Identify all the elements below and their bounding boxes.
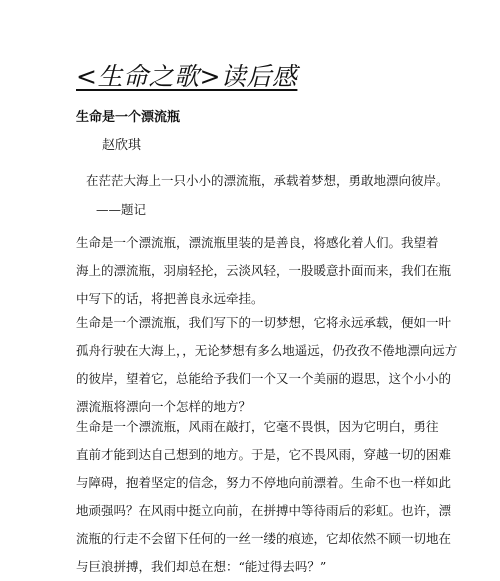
paragraph-2 xyxy=(76,309,458,421)
paragraph-line: 与巨浪拼搏，我们却总在想：“能过得去吗？” xyxy=(76,559,327,574)
author-name: 赵欣琪 xyxy=(102,138,142,153)
paragraph-line: 孤舟行驶在大海上，，无论梦想有多么地遥远，仍孜孜不倦地漂向远方 xyxy=(76,343,458,358)
paragraph-line: 生命是一个漂流瓶，漂流瓶里装的是善良，将感化着人们。我望着 xyxy=(76,235,439,250)
paragraph-line: 生命是一个漂流瓶，风雨在敲打，它毫不畏惧，因为它明白，勇往 xyxy=(76,419,439,434)
paragraph-3 xyxy=(76,413,452,581)
paragraph-line: 流瓶的行走不会留下任何的一丝一缕的痕迹，它却依然不顾一切地在 xyxy=(76,531,452,546)
paragraph-line: 海上的漂流瓶，羽扇轻抡，云淡风轻，一股暖意扑面而来，我们在瓶 xyxy=(76,263,452,278)
paragraph-1 xyxy=(76,229,452,313)
paragraph-line: 地顽强吗？在风雨中挺立向前，在拼搏中等待雨后的彩虹。也许，漂 xyxy=(76,503,452,518)
paragraph-line: 与障碍，抱着坚定的信念，努力不停地向前漂着。生命不也一样如此 xyxy=(76,475,452,490)
essay-subtitle: 生命是一个漂流瓶 xyxy=(76,110,181,125)
document-title: <生命之歌>读后感 xyxy=(76,62,298,91)
epigraph-source: ——题记 xyxy=(96,202,147,217)
paragraph-line: 漂流瓶将漂向一个怎样的地方？ xyxy=(76,399,252,414)
paragraph-line: 直前才能到达自己想到的地方。于是，它不畏风雨，穿越一切的困难 xyxy=(76,447,452,462)
paragraph-line: 中写下的话，将把善良永远牵挂。 xyxy=(76,291,264,306)
paragraph-line: 生命是一个漂流瓶，我们写下的一切梦想，它将永远承载，便如一叶 xyxy=(76,315,452,330)
epigraph: 在茫茫大海上一只小小的漂流瓶，承载着梦想，勇敢地漂向彼岸。 xyxy=(86,173,449,188)
paragraph-line: 的彼岸，望着它，总能给予我们一个又一个美丽的遐思，这个小小的 xyxy=(76,371,452,386)
